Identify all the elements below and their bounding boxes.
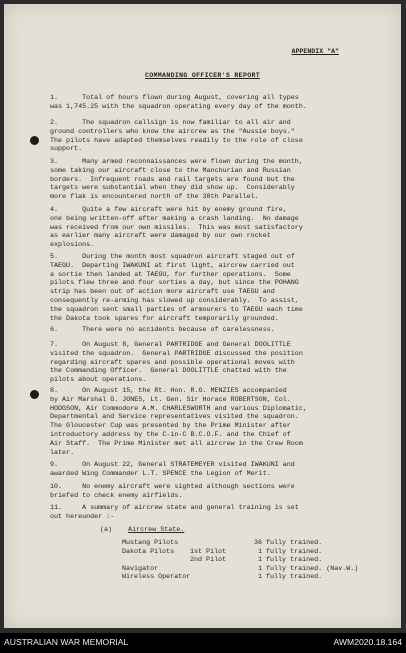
sub-role-cell bbox=[190, 539, 244, 548]
role-cell: Wireless Operator bbox=[122, 573, 191, 582]
sub-role-cell: 1st Pilot bbox=[190, 547, 227, 556]
document-page bbox=[4, 4, 401, 628]
count-cell: 36 bbox=[253, 539, 262, 547]
paragraph-8: 8. On August 15, the Rt. Hon. R.G. MENZIES accompanied by Air Marshal G. JONES, Lt. Gen. Sir Horace ROBERTSON, Col. HODGSON, Air Commodore A.M. CHARLESWORTH and various Diplomatic, Departmental and Service representatives visited the squadron. The Gloucester Cup was presented by the Prime Minister after introductory address by the C-in-C B.C.O.F. and the Chief of Air Staff. The Prime Minister met all aircrew in the Crew Room later. bbox=[50, 387, 307, 457]
aircrew-state-label: (a) bbox=[100, 526, 113, 534]
role-cell: Mustang Pilots bbox=[122, 539, 179, 547]
role-cell: Dakota Pilots bbox=[122, 547, 175, 556]
paragraph-1: 1. Total of hours flown during August, covering all types was 1,745.25 with the squadron operating every day of the month. bbox=[50, 94, 307, 111]
count-cell: 1 bbox=[257, 556, 262, 565]
sub-role-cell bbox=[190, 573, 244, 582]
status-cell: fully trained. bbox=[266, 539, 323, 547]
count-cell: 1 bbox=[257, 564, 262, 573]
aircrew-state-heading bbox=[100, 526, 184, 534]
paragraph-9: 9. On August 22, General STRATEMEYER visited IWAKUNI and awarded Wing Commander L.T. SPENCE the Legion of Merit. bbox=[50, 461, 295, 478]
punch-hole-top bbox=[30, 136, 39, 145]
table-row bbox=[122, 548, 384, 557]
status-cell: fully trained. (Nav.W.) bbox=[266, 564, 359, 573]
report-title: COMMANDING OFFICER'S REPORT bbox=[145, 72, 260, 79]
table-row bbox=[122, 556, 384, 565]
aircrew-state-title: Aircrew State. bbox=[128, 526, 185, 534]
table-row bbox=[122, 539, 384, 548]
footer-institution: AUSTRALIAN WAR MEMORIAL bbox=[4, 637, 129, 647]
paragraph-6: 6. There were no accidents because of carelessness. bbox=[50, 326, 275, 334]
paragraph-5: 5. During the month most squadron aircraft staged out of TAEGU. Departing IWAKUNI at first light, aircrew carried out a sortie then landed at TAEGU, for further operations. Some pilots flew three and four sorties a day, but since the POHANG strip has been out of action more aircraft use TAEGU and consequently re-arming has slowed up considerably. To assist, the squadron sent small parties of armourers to TAEGU each time the Dakota took spares for aircraft temporarily grounded. bbox=[50, 253, 303, 323]
count-cell: 1 bbox=[257, 547, 262, 556]
appendix-label: APPENDIX "A" bbox=[291, 48, 339, 55]
paragraph-7: 7. On August 8, General PARTRIDGE and General DOOLITTLE visited the squadron. General PARTRIDGE discussed the position regarding aircraft spares and possible operational moves with the Commanding Officer. General DOOLITTLE chatted with the pilots about operations. bbox=[50, 341, 303, 385]
status-cell: fully trained. bbox=[266, 547, 323, 556]
table-row bbox=[122, 573, 384, 582]
aircrew-state-table bbox=[122, 539, 384, 582]
archive-footer bbox=[0, 633, 406, 653]
paragraph-4: 4. Quite a few aircraft were hit by enemy ground fire, one being written-off after making a crash landing. No damage was received from our own missiles. This was most satisfactory as earlier many aircraft were damaged by our own rocket explosions. bbox=[50, 206, 303, 250]
status-cell: fully trained. bbox=[266, 573, 323, 582]
sub-role-cell bbox=[190, 565, 244, 574]
paragraph-10: 10. No enemy aircraft were sighted although sections were briefed to check enemy airfields. bbox=[50, 483, 295, 500]
table-row bbox=[122, 565, 384, 574]
role-cell: Navigator bbox=[122, 564, 159, 573]
punch-hole-bottom bbox=[30, 390, 39, 399]
paragraph-11: 11. A summary of aircrew state and general training is set out hereunder :- bbox=[50, 504, 299, 521]
role-cell bbox=[122, 556, 190, 565]
status-cell: fully trained. bbox=[266, 556, 323, 565]
footer-accession-number: AWM2020.18.164 bbox=[333, 637, 402, 647]
count-cell: 1 bbox=[257, 573, 262, 582]
paragraph-3: 3. Many armed reconnaissances were flown during the month, some taking our aircraft close to the Manchurian and Russian borders. Infrequent roads and rail targets are found but the targets were substantial when they did show up. Considerably more flak is encountered north of the 38th Parallel. bbox=[50, 158, 303, 202]
paragraph-2: 2. The squadron callsign is now familiar to all air and ground controllers who know the aircrew as the "Aussie boys." The pilots have adapted themselves readily to the role of close support. bbox=[50, 119, 303, 154]
sub-role-cell: 2nd Pilot bbox=[190, 556, 227, 565]
